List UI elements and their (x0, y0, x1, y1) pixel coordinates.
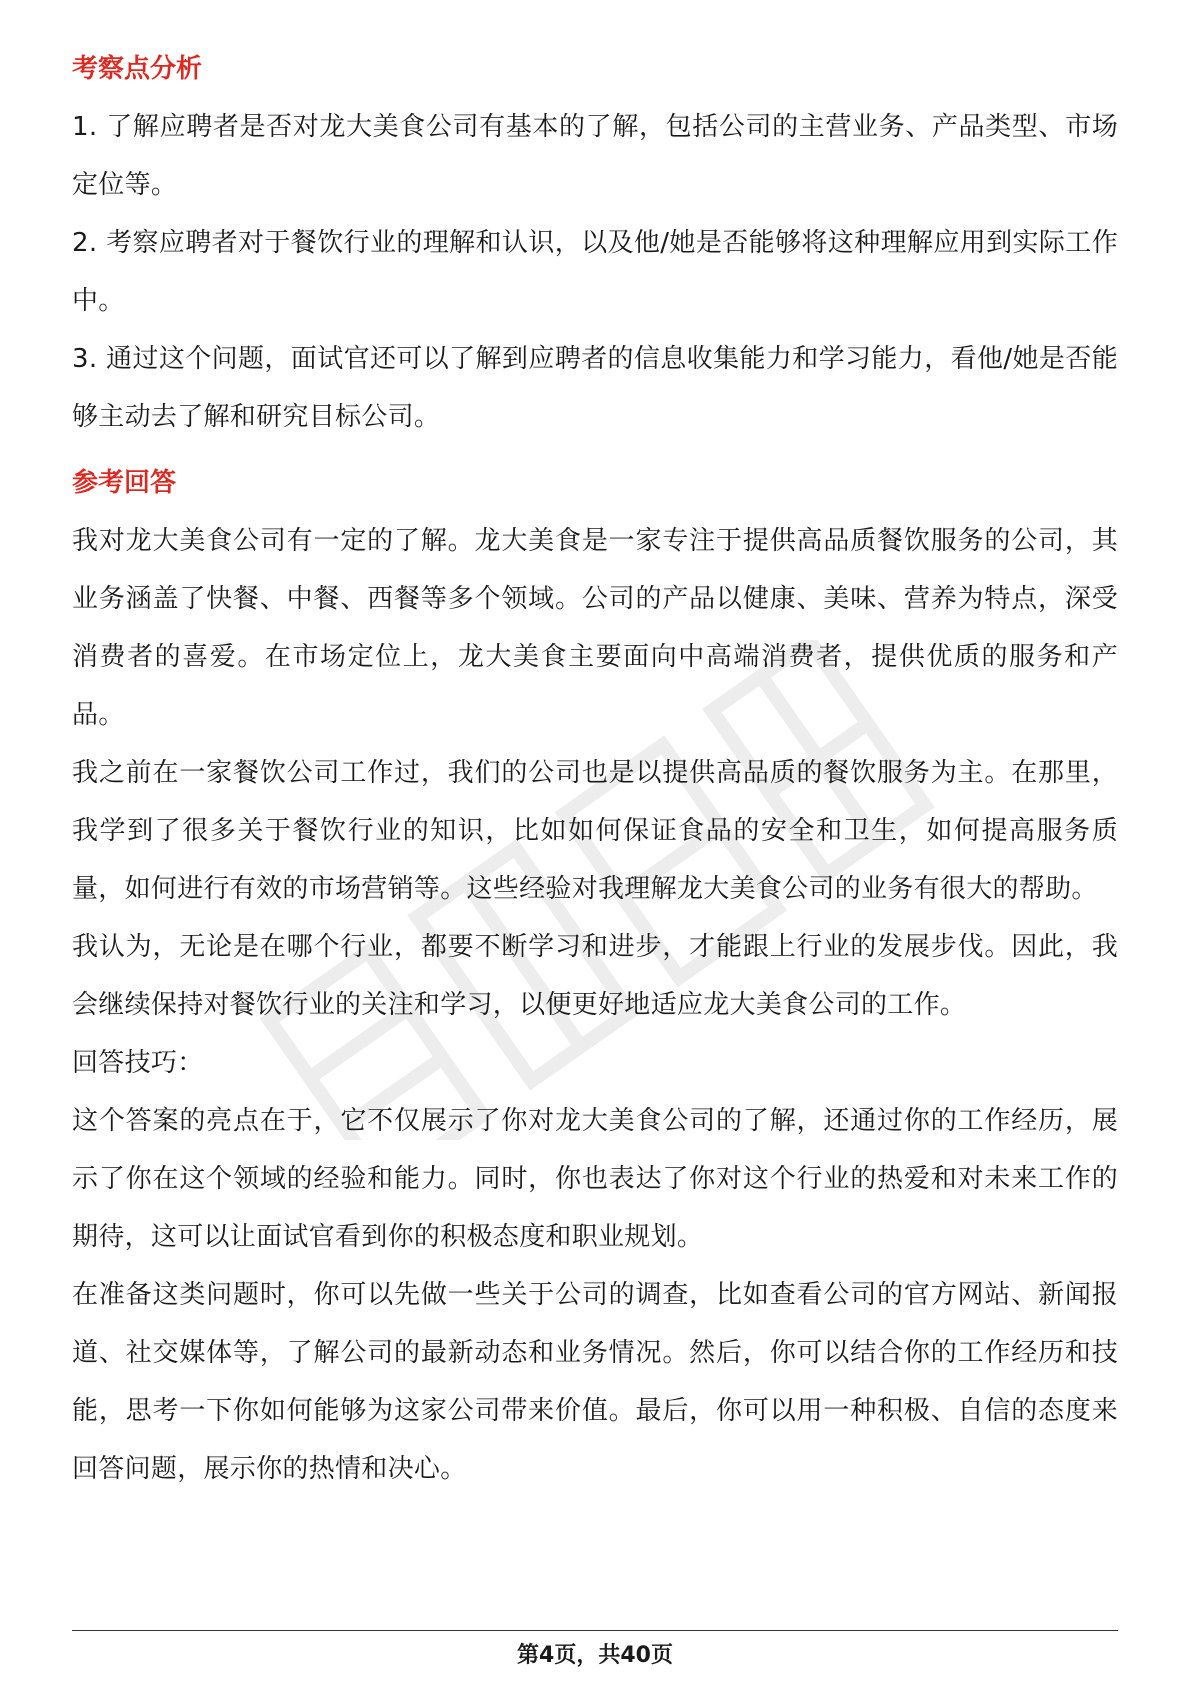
analysis-point-2: 2. 考察应聘者对于餐饮行业的理解和认识，以及他/她是否能够将这种理解应用到实际工作中。 (72, 228, 1118, 316)
analysis-point-3: 3. 通过这个问题，面试官还可以了解到应聘者的信息收集能力和学习能力，看他/她是否能够主动去了解和研究目标公司。 (72, 344, 1118, 432)
reference-paragraph-2: 我之前在一家餐饮公司工作过，我们的公司也是以提供高品质的餐饮服务为主。在那里，我学到了很多关于餐饮行业的知识，比如如何保证食品的安全和卫生，如何提高服务质量，如何进行有效的市场营销等。这些经验对我理解龙大美食公司的业务有很大的帮助。 (72, 758, 1118, 904)
tips-paragraph-2: 在准备这类问题时，你可以先做一些关于公司的调查，比如查看公司的官方网站、新闻报道、社交媒体等，了解公司的最新动态和业务情况。然后，你可以结合你的工作经历和技能，思考一下你如何能够为这家公司带来价值。最后，你可以用一种积极、自信的态度来回答问题，展示你的热情和决心。 (72, 1280, 1118, 1484)
page-content (72, 40, 1118, 1498)
analysis-heading: 考察点分析 (72, 54, 203, 84)
reference-paragraph-1: 我对龙大美食公司有一定的了解。龙大美食是一家专注于提供高品质餐饮服务的公司，其业务涵盖了快餐、中餐、西餐等多个领域。公司的产品以健康、美味、营养为特点，深受消费者的喜爱。在市场定位上，龙大美食主要面向中高端消费者，提供优质的服务和产品。 (72, 526, 1118, 730)
tips-paragraph-1: 这个答案的亮点在于，它不仅展示了你对龙大美食公司的了解，还通过你的工作经历，展示了你在这个领域的经验和能力。同时，你也表达了你对这个行业的热爱和对未来工作的期待，这可以让面试官看到你的积极态度和职业规划。 (72, 1106, 1118, 1252)
tips-label: 回答技巧： (72, 1048, 204, 1078)
analysis-point-1: 1. 了解应聘者是否对龙大美食公司有基本的了解，包括公司的主营业务、产品类型、市场定位等。 (72, 112, 1118, 200)
footer-divider (72, 1630, 1118, 1631)
reference-heading: 参考回答 (72, 468, 177, 498)
page-number: 第4页，共40页 (517, 1643, 673, 1668)
reference-paragraph-3: 我认为，无论是在哪个行业，都要不断学习和进步，才能跟上行业的发展步伐。因此，我会继续保持对餐饮行业的关注和学习，以便更好地适应龙大美食公司的工作。 (72, 932, 1118, 1020)
